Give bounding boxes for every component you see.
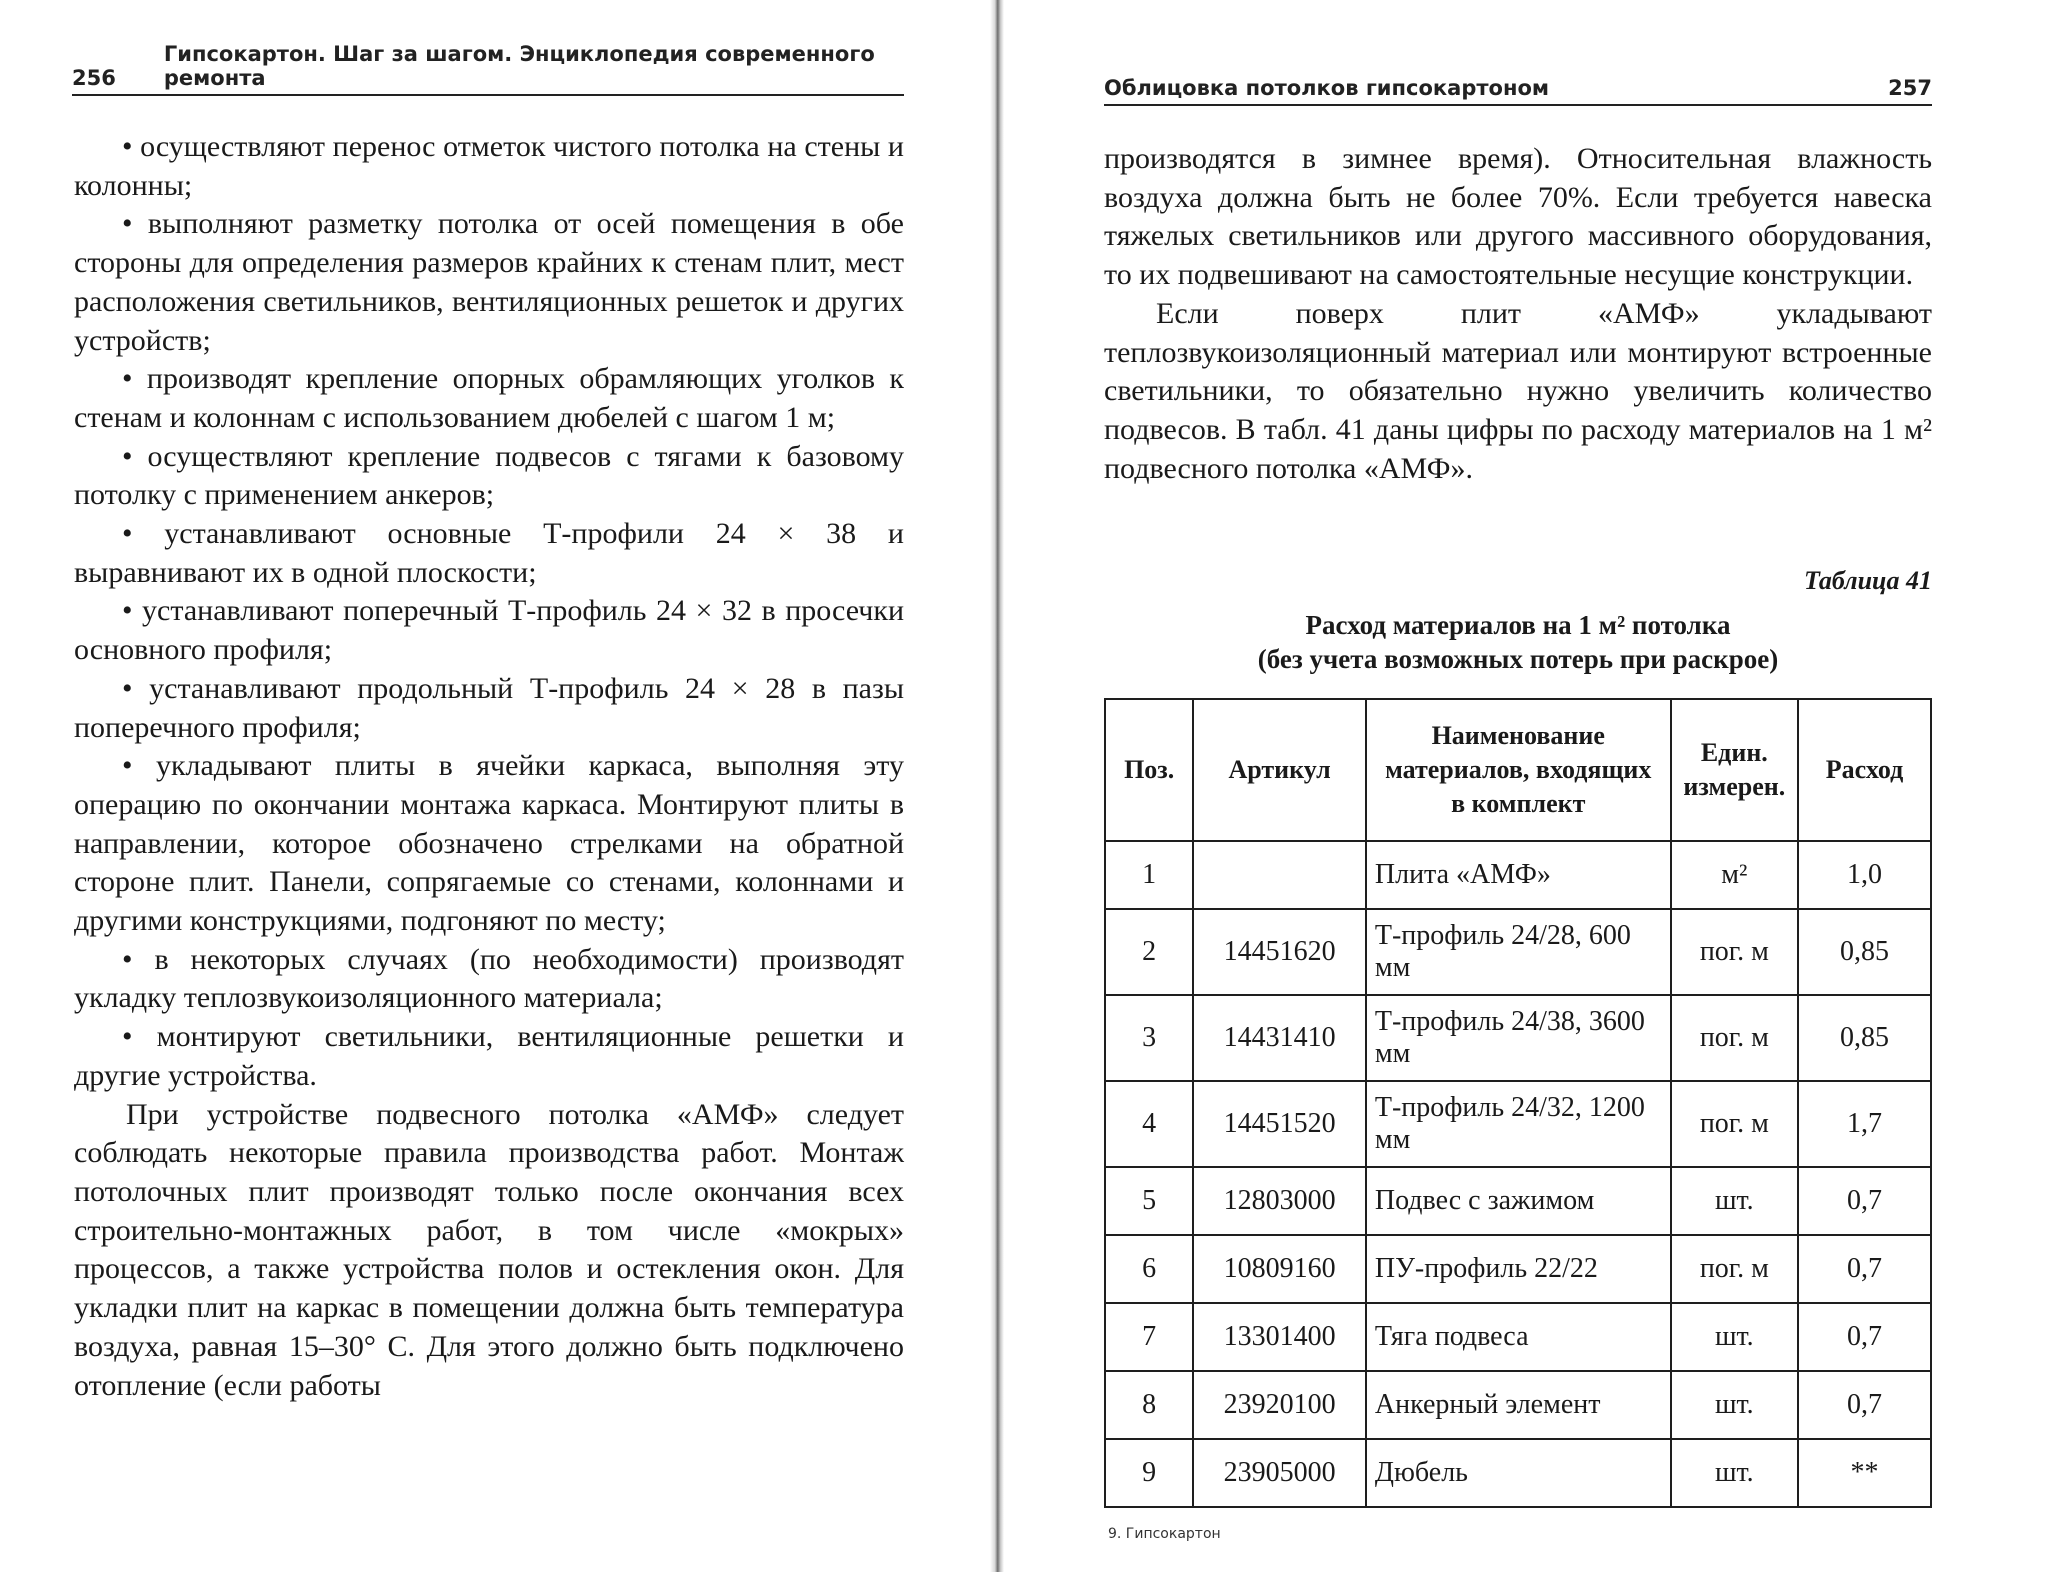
left-running-title: Гипсокартон. Шаг за шагом. Энциклопедия современного ремонта [163,42,875,90]
right-body-text [1104,140,1932,488]
column-header: Расход [1798,699,1931,841]
table-title-line-2: (без учета возможных потерь при раскрое) [1257,644,1779,674]
table-cell: 1 [1105,841,1193,909]
bullet-item: • устанавливают продольный Т-профиль 24 × 28 в пазы поперечного профиля; [74,670,904,747]
left-page-number: 256 [72,66,116,90]
bullet-item: • производят крепление опорных обрамляющих уголков к стенам и колоннам с использованием дюбелей с шагом 1 м; [74,360,904,437]
signature-mark: 9. Гипсокартон [1108,1526,1221,1542]
table-cell: 6 [1105,1235,1193,1303]
table-title [1104,608,1932,676]
left-running-head [72,42,904,96]
table-cell: 14431410 [1193,995,1366,1081]
table-cell: 0,85 [1798,995,1931,1081]
column-header: Артикул [1193,699,1366,841]
right-page [1000,0,2048,1572]
table-cell: 0,7 [1798,1235,1931,1303]
left-body-text [74,128,904,1405]
table-header-row [1105,699,1931,841]
left-page [0,0,990,1572]
table-cell: 8 [1105,1371,1193,1439]
column-header: Поз. [1105,699,1193,841]
table-cell: шт. [1671,1439,1798,1507]
table-cell: пог. м [1671,1235,1798,1303]
table-cell: 10809160 [1193,1235,1366,1303]
table-title-line-1: Расход материалов на 1 м² потолка [1305,610,1731,640]
bullet-item: • выполняют разметку потолка от осей помещения в обе стороны для определения размеров крайних к стенам плит, мест расположения светильников, вентиляционных решеток и других устройств; [74,205,904,360]
table-cell: пог. м [1671,909,1798,995]
column-header: Един. измерен. [1671,699,1798,841]
table-cell: 2 [1105,909,1193,995]
table-row [1105,1371,1931,1439]
bullet-item: • монтируют светильники, вентиляционные решетки и другие устройства. [74,1018,904,1095]
table-row [1105,995,1931,1081]
table-cell: 14451620 [1193,909,1366,995]
bullet-item: • в некоторых случаях (по необходимости) производят укладку теплозвукоизоляционного материала; [74,941,904,1018]
table-row [1105,841,1931,909]
table-row [1105,1081,1931,1167]
paragraph: производятся в зимнее время). Относительная влажность воздуха должна быть не более 70%. Если требуется навеска тяжелых светильников или другого массивного оборудования, то их подвешивают на самостоятельные несущие конструкции. [1104,142,1932,292]
right-running-title: Облицовка потолков гипсокартоном [1104,76,1550,100]
table-cell: 0,7 [1798,1167,1931,1235]
table-row [1105,1235,1931,1303]
table-cell: шт. [1671,1303,1798,1371]
table-caption: Таблица 41 [1803,566,1932,595]
table-body [1105,841,1931,1507]
table-cell: шт. [1671,1371,1798,1439]
table-row [1105,1439,1931,1507]
bullet-item: • устанавливают поперечный Т-профиль 24 × 32 в просечки основного профиля; [74,592,904,669]
table-cell: 9 [1105,1439,1193,1507]
table-cell: 23920100 [1193,1371,1366,1439]
table-cell: шт. [1671,1167,1798,1235]
paragraph: Если поверх плит «АМФ» укладывают теплозвукоизоляционный материал или монтируют встроенные светильники, то обязательно нужно увеличить количество подвесов. В табл. 41 даны цифры по расходу материалов на 1 м² подвесного потолка «АМФ». [1104,296,1932,485]
materials-table [1104,698,1932,1508]
paragraph: При устройстве подвесного потолка «АМФ» следует соблюдать некоторые правила производства работ. Монтаж потолочных плит производят только после окончания всех строительно-монтажных работ, в том числе «мокрых» процессов, а также устройства полов и остекления окон. Для укладки плит на каркас в помещении должна быть температура воздуха, равная 15–30° С. Для этого должно быть подключено отопление (если работы [74,1097,904,1402]
table-cell: Тяга подвеса [1366,1303,1671,1371]
table-cell: Т-профиль 24/28, 600 мм [1366,909,1671,995]
table-row [1105,909,1931,995]
table-cell: 14451520 [1193,1081,1366,1167]
table-cell: Анкерный элемент [1366,1371,1671,1439]
table-cell: 0,85 [1798,909,1931,995]
table-row [1105,1167,1931,1235]
right-running-head [1104,72,1932,106]
table-cell: 7 [1105,1303,1193,1371]
table-cell: Т-профиль 24/32, 1200 мм [1366,1081,1671,1167]
table-cell: Плита «АМФ» [1366,841,1671,909]
table-cell: Т-профиль 24/38, 3600 мм [1366,995,1671,1081]
table-cell: пог. м [1671,1081,1798,1167]
table-cell: м² [1671,841,1798,909]
table-cell: 13301400 [1193,1303,1366,1371]
bullet-item: • осуществляют крепление подвесов с тягами к базовому потолку с применением анкеров; [74,438,904,515]
table-cell: 4 [1105,1081,1193,1167]
table-cell: 0,7 [1798,1303,1931,1371]
table-cell: 0,7 [1798,1371,1931,1439]
bullet-item: • укладывают плиты в ячейки каркаса, выполняя эту операцию по окончании монтажа каркаса. Монтируют плиты в направлении, которое обозначено стрелками на обратной стороне плит. Панели, сопрягаемые со стенами, колоннами и другими конструкциями, подгоняют по месту; [74,747,904,941]
right-page-number: 257 [1888,76,1932,100]
table-row [1105,1303,1931,1371]
table-cell: ** [1798,1439,1931,1507]
table-cell: 3 [1105,995,1193,1081]
bullet-item: • осуществляют перенос отметок чистого потолка на стены и колонны; [74,128,904,205]
column-header: Наименование материалов, входящих в комплект [1366,699,1671,841]
table-cell: 1,7 [1798,1081,1931,1167]
table-cell: ПУ-профиль 22/22 [1366,1235,1671,1303]
table-cell: 23905000 [1193,1439,1366,1507]
table-cell: Подвес с зажимом [1366,1167,1671,1235]
table-cell: 5 [1105,1167,1193,1235]
bullet-item: • устанавливают основные Т-профили 24 × 38 и выравнивают их в одной плоскости; [74,515,904,592]
table-cell: Дюбель [1366,1439,1671,1507]
table-cell: 1,0 [1798,841,1931,909]
table-cell: 12803000 [1193,1167,1366,1235]
table-cell [1193,841,1366,909]
table-cell: пог. м [1671,995,1798,1081]
